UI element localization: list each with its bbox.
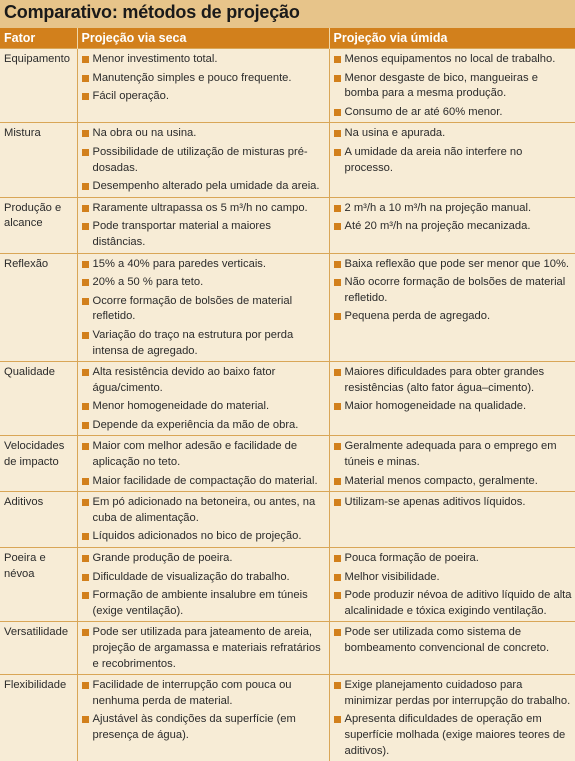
list-item: [334, 474, 573, 490]
square-bullet-icon: [334, 56, 341, 63]
list-item-text: Apresenta dificuldades de operação em superfície molhada (exige maiores teores de aditivos).: [345, 713, 566, 756]
list-item: [82, 275, 326, 291]
list-item-text: 15% a 40% para paredes verticais.: [93, 258, 267, 270]
factor-cell: Equipamento: [0, 49, 77, 123]
list-item: [82, 625, 326, 672]
list-item-text: Consumo de ar até 60% menor.: [345, 106, 503, 118]
square-bullet-icon: [334, 443, 341, 450]
list-item: [334, 678, 573, 709]
list-item-text: Fácil operação.: [93, 90, 170, 102]
factor-cell: Poeira e névoa: [0, 548, 77, 622]
list-item-text: Pode transportar material a maiores distâncias.: [93, 220, 271, 248]
list-item-text: Manutenção simples e pouco frequente.: [93, 72, 292, 84]
square-bullet-icon: [334, 279, 341, 286]
list-item: [82, 551, 326, 567]
wet-method-cell: [329, 548, 575, 622]
list-item: [334, 145, 573, 176]
square-bullet-icon: [82, 261, 89, 268]
square-bullet-icon: [334, 75, 341, 82]
list-item-text: Maior com melhor adesão e facilidade de aplicação no teto.: [93, 440, 298, 468]
list-item: [82, 474, 326, 490]
wet-method-cell: [329, 49, 575, 123]
square-bullet-icon: [334, 149, 341, 156]
square-bullet-icon: [82, 533, 89, 540]
square-bullet-icon: [334, 478, 341, 485]
list-item-text: Menor investimento total.: [93, 53, 218, 65]
wet-method-cell: [329, 123, 575, 197]
dry-method-cell: [77, 622, 329, 675]
list-item-text: Ajustável às condições da superfície (em presença de água).: [93, 713, 296, 741]
header-projecao-umida: Projeção via úmida: [329, 28, 575, 49]
list-item: [82, 399, 326, 415]
list-item-text: Possibilidade de utilização de misturas pré-dosadas.: [93, 146, 308, 174]
square-bullet-icon: [82, 403, 89, 410]
square-bullet-icon: [82, 369, 89, 376]
square-bullet-icon: [82, 205, 89, 212]
factor-cell: Versatilidade: [0, 622, 77, 675]
table-row: [0, 548, 575, 622]
square-bullet-icon: [334, 313, 341, 320]
wet-method-cell: [329, 436, 575, 492]
list-item: [82, 89, 326, 105]
list-item: [82, 418, 326, 434]
dry-method-cell: [77, 49, 329, 123]
list-item: [82, 328, 326, 359]
square-bullet-icon: [82, 56, 89, 63]
square-bullet-icon: [334, 403, 341, 410]
wet-method-cell: [329, 675, 575, 761]
list-item-text: Na usina e apurada.: [345, 127, 446, 139]
list-item: [334, 219, 573, 235]
list-item-text: Até 20 m³/h na projeção mecanizada.: [345, 220, 531, 232]
list-item: [334, 588, 573, 619]
square-bullet-icon: [82, 629, 89, 636]
list-item-text: Melhor visibilidade.: [345, 571, 440, 583]
square-bullet-icon: [82, 93, 89, 100]
square-bullet-icon: [82, 298, 89, 305]
table-header-row: [0, 28, 575, 49]
list-item-text: Pode produzir névoa de aditivo líquido de alta alcalinidade e tóxica exigindo ventilação.: [345, 589, 572, 617]
list-item: [82, 588, 326, 619]
list-item: [334, 439, 573, 470]
list-item: [334, 275, 573, 306]
dry-method-cell: [77, 675, 329, 761]
table-row: [0, 622, 575, 675]
title-bar: [0, 0, 575, 28]
square-bullet-icon: [334, 716, 341, 723]
list-item: [82, 712, 326, 743]
factor-cell: Flexibilidade: [0, 675, 77, 761]
list-item: [82, 570, 326, 586]
list-item-text: Na obra ou na usina.: [93, 127, 197, 139]
square-bullet-icon: [334, 369, 341, 376]
square-bullet-icon: [334, 629, 341, 636]
factor-cell: Qualidade: [0, 362, 77, 436]
header-projecao-seca: Projeção via seca: [77, 28, 329, 49]
square-bullet-icon: [82, 75, 89, 82]
table-row: [0, 123, 575, 197]
dry-method-cell: [77, 362, 329, 436]
list-item: [334, 201, 573, 217]
list-item-text: Dificuldade de visualização do trabalho.: [93, 571, 290, 583]
dry-method-cell: [77, 492, 329, 548]
list-item-text: Menos equipamentos no local de trabalho.: [345, 53, 556, 65]
square-bullet-icon: [82, 478, 89, 485]
dry-method-cell: [77, 123, 329, 197]
table-row: [0, 49, 575, 123]
wet-method-cell: [329, 622, 575, 675]
list-item-text: Alta resistência devido ao baixo fator água/cimento.: [93, 366, 276, 394]
square-bullet-icon: [334, 223, 341, 230]
list-item: [334, 399, 573, 415]
list-item: [334, 126, 573, 142]
factor-cell: Reflexão: [0, 253, 77, 362]
table-row: [0, 436, 575, 492]
square-bullet-icon: [82, 592, 89, 599]
list-item: [82, 145, 326, 176]
list-item: [82, 365, 326, 396]
list-item-text: Utilizam-se apenas aditivos líquidos.: [345, 496, 526, 508]
square-bullet-icon: [82, 555, 89, 562]
list-item-text: Baixa reflexão que pode ser menor que 10%.: [345, 258, 570, 270]
list-item-text: Raramente ultrapassa os 5 m³/h no campo.: [93, 202, 308, 214]
list-item-text: Geralmente adequada para o emprego em túneis e minas.: [345, 440, 557, 468]
dry-method-cell: [77, 253, 329, 362]
table-row: [0, 492, 575, 548]
wet-method-cell: [329, 197, 575, 253]
list-item-text: Em pó adicionado na betoneira, ou antes, na cuba de alimentação.: [93, 496, 316, 524]
list-item: [334, 257, 573, 273]
list-item: [334, 309, 573, 325]
square-bullet-icon: [334, 499, 341, 506]
list-item-text: Formação de ambiente insalubre em túneis (exige ventilação).: [93, 589, 308, 617]
square-bullet-icon: [334, 592, 341, 599]
square-bullet-icon: [334, 109, 341, 116]
list-item: [82, 201, 326, 217]
list-item-text: 2 m³/h a 10 m³/h na projeção manual.: [345, 202, 532, 214]
square-bullet-icon: [82, 422, 89, 429]
header-fator: Fator: [0, 28, 77, 49]
list-item: [82, 294, 326, 325]
square-bullet-icon: [82, 279, 89, 286]
list-item-text: Pouca formação de poeira.: [345, 552, 479, 564]
list-item-text: Pequena perda de agregado.: [345, 310, 491, 322]
square-bullet-icon: [82, 443, 89, 450]
square-bullet-icon: [82, 149, 89, 156]
square-bullet-icon: [334, 682, 341, 689]
list-item-text: Grande produção de poeira.: [93, 552, 233, 564]
table-row: [0, 675, 575, 761]
list-item: [82, 179, 326, 195]
square-bullet-icon: [334, 574, 341, 581]
comparison-table: [0, 28, 575, 761]
list-item: [334, 625, 573, 656]
factor-cell: Mistura: [0, 123, 77, 197]
square-bullet-icon: [334, 555, 341, 562]
square-bullet-icon: [334, 261, 341, 268]
list-item-text: Pode ser utilizada para jateamento de areia, projeção de argamassa e materiais refratários e recobrimentos.: [93, 626, 321, 669]
table-row: [0, 253, 575, 362]
list-item: [334, 495, 573, 511]
list-item: [82, 678, 326, 709]
list-item-text: Depende da experiência da mão de obra.: [93, 419, 299, 431]
page-title: Comparativo: métodos de projeção: [4, 2, 300, 23]
list-item-text: Menor desgaste de bico, mangueiras e bomba para a mesma produção.: [345, 72, 538, 100]
square-bullet-icon: [82, 332, 89, 339]
list-item: [82, 52, 326, 68]
list-item-text: Maior homogeneidade na qualidade.: [345, 400, 527, 412]
table-row: [0, 362, 575, 436]
list-item-text: Ocorre formação de bolsões de material refletido.: [93, 295, 293, 323]
list-item-text: Desempenho alterado pela umidade da areia.: [93, 180, 320, 192]
list-item-text: Exige planejamento cuidadoso para minimizar perdas por interrupção do trabalho.: [345, 679, 571, 707]
list-item: [82, 529, 326, 545]
dry-method-cell: [77, 197, 329, 253]
list-item-text: Menor homogeneidade do material.: [93, 400, 270, 412]
list-item-text: A umidade da areia não interfere no processo.: [345, 146, 523, 174]
list-item: [82, 219, 326, 250]
table-row: [0, 197, 575, 253]
factor-cell: Velocidades de impacto: [0, 436, 77, 492]
list-item-text: Maiores dificuldades para obter grandes resistências (alto fator água–cimento).: [345, 366, 545, 394]
square-bullet-icon: [82, 499, 89, 506]
wet-method-cell: [329, 362, 575, 436]
list-item: [334, 570, 573, 586]
wet-method-cell: [329, 253, 575, 362]
dry-method-cell: [77, 548, 329, 622]
wet-method-cell: [329, 492, 575, 548]
square-bullet-icon: [82, 130, 89, 137]
square-bullet-icon: [334, 205, 341, 212]
list-item-text: Líquidos adicionados no bico de projeção.: [93, 530, 302, 542]
list-item: [334, 712, 573, 759]
list-item-text: Não ocorre formação de bolsões de material refletido.: [345, 276, 566, 304]
list-item: [82, 126, 326, 142]
square-bullet-icon: [82, 716, 89, 723]
square-bullet-icon: [82, 223, 89, 230]
list-item: [82, 495, 326, 526]
list-item-text: 20% a 50 % para teto.: [93, 276, 204, 288]
square-bullet-icon: [82, 682, 89, 689]
dry-method-cell: [77, 436, 329, 492]
list-item: [334, 365, 573, 396]
list-item-text: Maior facilidade de compactação do material.: [93, 475, 318, 487]
list-item: [82, 439, 326, 470]
table-body: [0, 49, 575, 761]
list-item-text: Variação do traço na estrutura por perda intensa de agregado.: [93, 329, 294, 357]
square-bullet-icon: [82, 574, 89, 581]
square-bullet-icon: [82, 183, 89, 190]
list-item-text: Facilidade de interrupção com pouca ou nenhuma perda de material.: [93, 679, 292, 707]
list-item-text: Pode ser utilizada como sistema de bombeamento convencional de concreto.: [345, 626, 550, 654]
factor-cell: Produção e alcance: [0, 197, 77, 253]
list-item: [334, 52, 573, 68]
list-item: [334, 105, 573, 121]
factor-cell: Aditivos: [0, 492, 77, 548]
list-item: [334, 551, 573, 567]
list-item: [82, 71, 326, 87]
square-bullet-icon: [334, 130, 341, 137]
list-item: [334, 71, 573, 102]
list-item: [82, 257, 326, 273]
list-item-text: Material menos compacto, geralmente.: [345, 475, 538, 487]
